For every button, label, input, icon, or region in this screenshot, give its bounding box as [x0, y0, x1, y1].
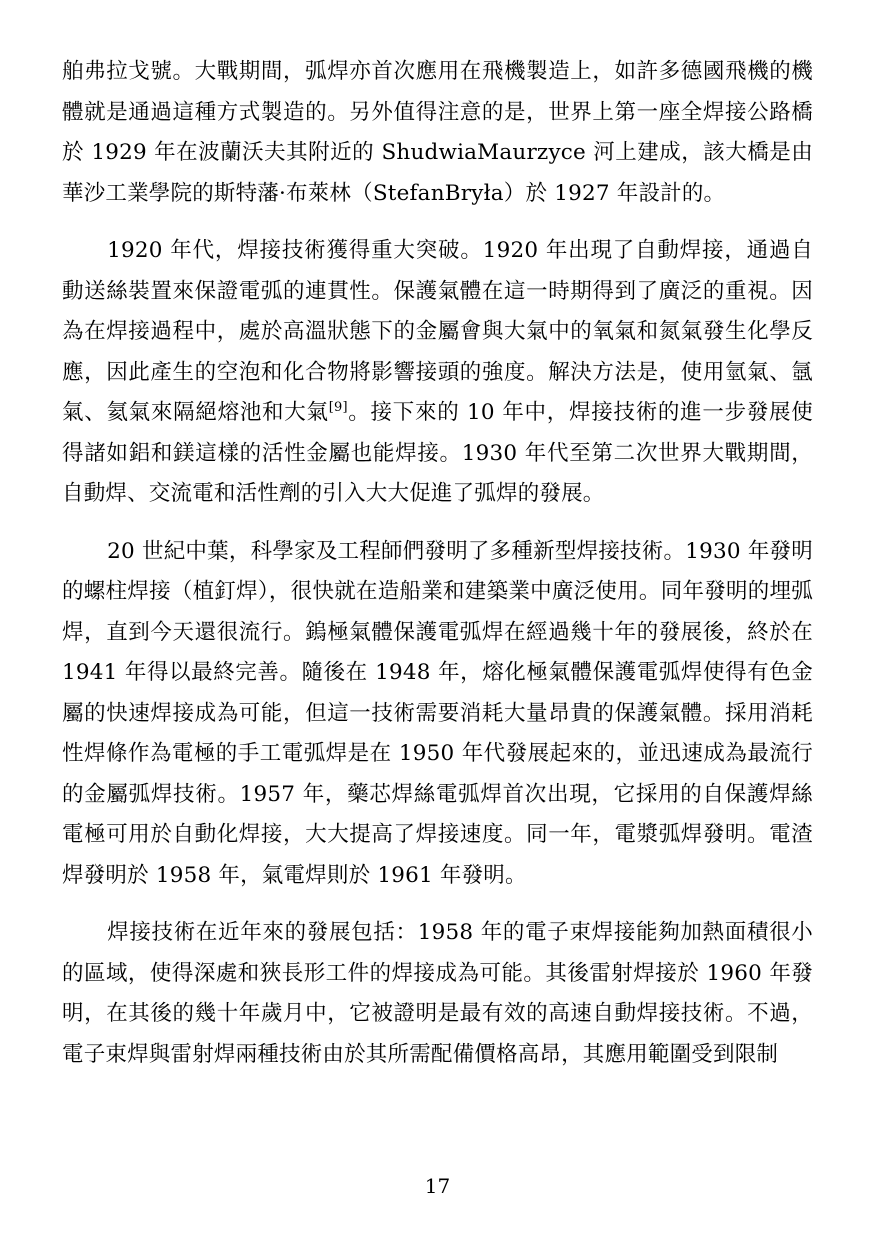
page-number: 17	[424, 1174, 451, 1198]
paragraph-2-text-after-footnote: 。接下來的 10 年中，焊接技術的進一步發展使得諸如鋁和鎂這樣的活性金屬也能焊接。1930 年代至第二次世界大戰期間，自動焊、交流電和活性劑的引入大大促進了弧焊的發展。	[62, 400, 813, 506]
paragraph-4: 焊接技術在近年來的發展包括：1958 年的電子束焊接能夠加熱面積很小的區域，使得深處和狹長形工件的焊接成為可能。其後雷射焊接於 1960 年發明，在其後的幾十年歲月中，它被證明是最有效的高速自動焊接技術。不過，電子束焊與雷射焊兩種技術由於其所需配備價格高昂，其應用範圍受到限制	[62, 920, 813, 1067]
paragraph-2-text-before-footnote: 1920 年代，焊接技術獲得重大突破。1920 年出現了自動焊接，通過自動送絲裝置來保證電弧的連貫性。保護氣體在這一時期得到了廣泛的重視。因為在焊接過程中，處於高溫狀態下的金屬會與大氣中的氧氣和氮氣發生化學反應，因此產生的空泡和化合物將影響接頭的強度。解決方法是，使用氫氣、氬氣、氦氣來隔絕熔池和大氣	[62, 238, 813, 425]
footnote-reference-9: [9]	[328, 399, 348, 415]
page-body	[62, 52, 813, 1075]
paragraph-3: 20 世紀中葉，科學家及工程師們發明了多種新型焊接技術。1930 年發明的螺柱焊接（植釘焊），很快就在造船業和建築業中廣泛使用。同年發明的埋弧焊，直到今天還很流行。鎢極氣體保護電弧焊在經過幾十年的發展後，終於在 1941 年得以最終完善。隨後在 1948 年，熔化極氣體保護電弧焊使得有色金屬的快速焊接成為可能，但這一技術需要消耗大量昂貴的保護氣體。採用消耗性焊條作為電極的手工電弧焊是在 1950 年代發展起來的，並迅速成為最流行的金屬弧焊技術。1957 年，藥芯焊絲電弧焊首次出現，它採用的自保護焊絲電極可用於自動化焊接，大大提高了焊接速度。同一年，電漿弧焊發明。電渣焊發明於 1958 年，氣電焊則於 1961 年發明。	[62, 538, 813, 888]
paragraph-2	[62, 231, 813, 515]
paragraph-1: 舶弗拉戈號。大戰期間，弧焊亦首次應用在飛機製造上，如許多德國飛機的機體就是通過這種方式製造的。另外值得注意的是，世界上第一座全焊接公路橋於 1929 年在波蘭沃夫其附近的 ShudwiaMaurzyce 河上建成，該大橋是由華沙工業學院的斯特藩·布萊林（StefanBryła）於 1927 年設計的。	[62, 59, 813, 206]
